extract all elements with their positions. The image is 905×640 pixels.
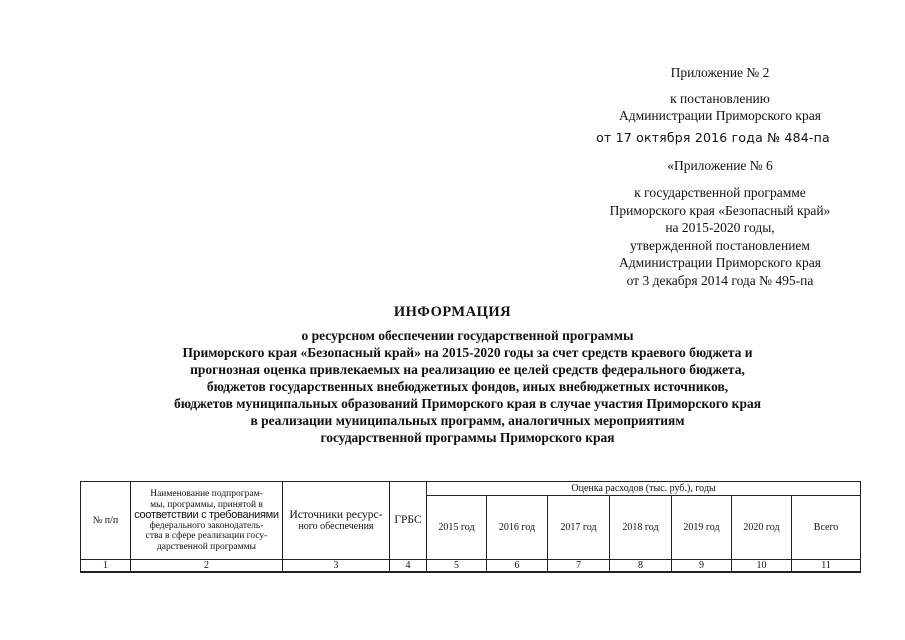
header-source — [283, 482, 390, 560]
column-numbers-row — [81, 560, 861, 573]
appendix-line: Администрации Приморского края — [619, 108, 821, 123]
inner-line: на 2015-2020 годы, — [665, 220, 775, 235]
column-number: 7 — [548, 560, 610, 573]
column-number: 6 — [487, 560, 548, 573]
subtitle-line: бюджетов муниципальных образований Приморского края в случае участия Приморского края — [174, 396, 761, 411]
column-number: 1 — [81, 560, 131, 573]
resource-table — [80, 481, 861, 573]
header-year-2018: 2018 год — [610, 496, 672, 560]
header-name-line: дарственной программы — [156, 541, 257, 552]
inner-line: Администрации Приморского края — [619, 255, 821, 270]
header-year-2015: 2015 год — [427, 496, 487, 560]
subtitle-line: государственной программы Приморского края — [320, 430, 615, 445]
order-line: от 17 октября 2016 года № 484-па — [596, 130, 830, 145]
column-number: 5 — [427, 560, 487, 573]
column-number: 2 — [131, 560, 283, 573]
subtitle-line: прогнозная оценка привлекаемых на реализацию ее целей средств федерального бюджета, — [190, 362, 745, 377]
inner-line: Приморского края «Безопасный край» — [609, 202, 831, 218]
subtitle-line: о ресурсном обеспечении государственной программы — [301, 328, 634, 343]
header-name-line: Наименование подпрограм- — [150, 489, 263, 499]
subtitle-line: бюджетов государственных внебюджетных фондов, иных внебюджетных источников, — [206, 379, 729, 394]
subtitle-line: Приморского края «Безопасный край» на 2015-2020 годы за счет средств краевого бюджета и — [182, 345, 753, 360]
column-number: 3 — [283, 560, 390, 573]
header-name-line: федерального законодатель- — [149, 520, 264, 531]
column-number: 4 — [390, 560, 427, 573]
inner-appendix-block — [590, 184, 850, 289]
column-number: 11 — [792, 560, 861, 573]
header-total: Всего — [792, 496, 861, 560]
header-name-line: соответствии с требованиями — [134, 509, 279, 521]
header-expenses-group: Оценка расходов (тыс. руб.), годы — [427, 482, 861, 496]
header-name — [131, 482, 283, 560]
appendix-to-resolution — [600, 90, 840, 124]
header-source-line: Источники ресурс- — [289, 508, 383, 521]
inner-line: утвержденной постановлением — [630, 237, 810, 253]
header-name-line: ства в сфере реализации госу- — [145, 531, 268, 541]
header-num: № п/п — [81, 482, 131, 560]
column-number: 8 — [610, 560, 672, 573]
document-subtitle — [95, 327, 840, 446]
inner-line: к государственной программе — [634, 185, 806, 200]
subtitle-line: в реализации муниципальных программ, аналогичных мероприятиям — [250, 413, 685, 428]
header-grbs: ГРБС — [390, 482, 427, 560]
column-number: 9 — [672, 560, 732, 573]
appendix-line: к постановлению — [670, 91, 770, 106]
header-year-2020: 2020 год — [732, 496, 792, 560]
appendix-number: Приложение № 2 — [670, 65, 770, 80]
inner-appendix-number: «Приложение № 6 — [667, 158, 773, 173]
header-year-2017: 2017 год — [548, 496, 610, 560]
column-number: 10 — [732, 560, 792, 573]
header-source-line: ного обеспечения — [298, 520, 374, 532]
header-year-2019: 2019 год — [672, 496, 732, 560]
inner-line: от 3 декабря 2014 года № 495-па — [626, 272, 814, 288]
header-name-line: мы, программы, принятой в — [150, 499, 263, 510]
header-year-2016: 2016 год — [487, 496, 548, 560]
document-title: ИНФОРМАЦИЯ — [393, 304, 512, 320]
